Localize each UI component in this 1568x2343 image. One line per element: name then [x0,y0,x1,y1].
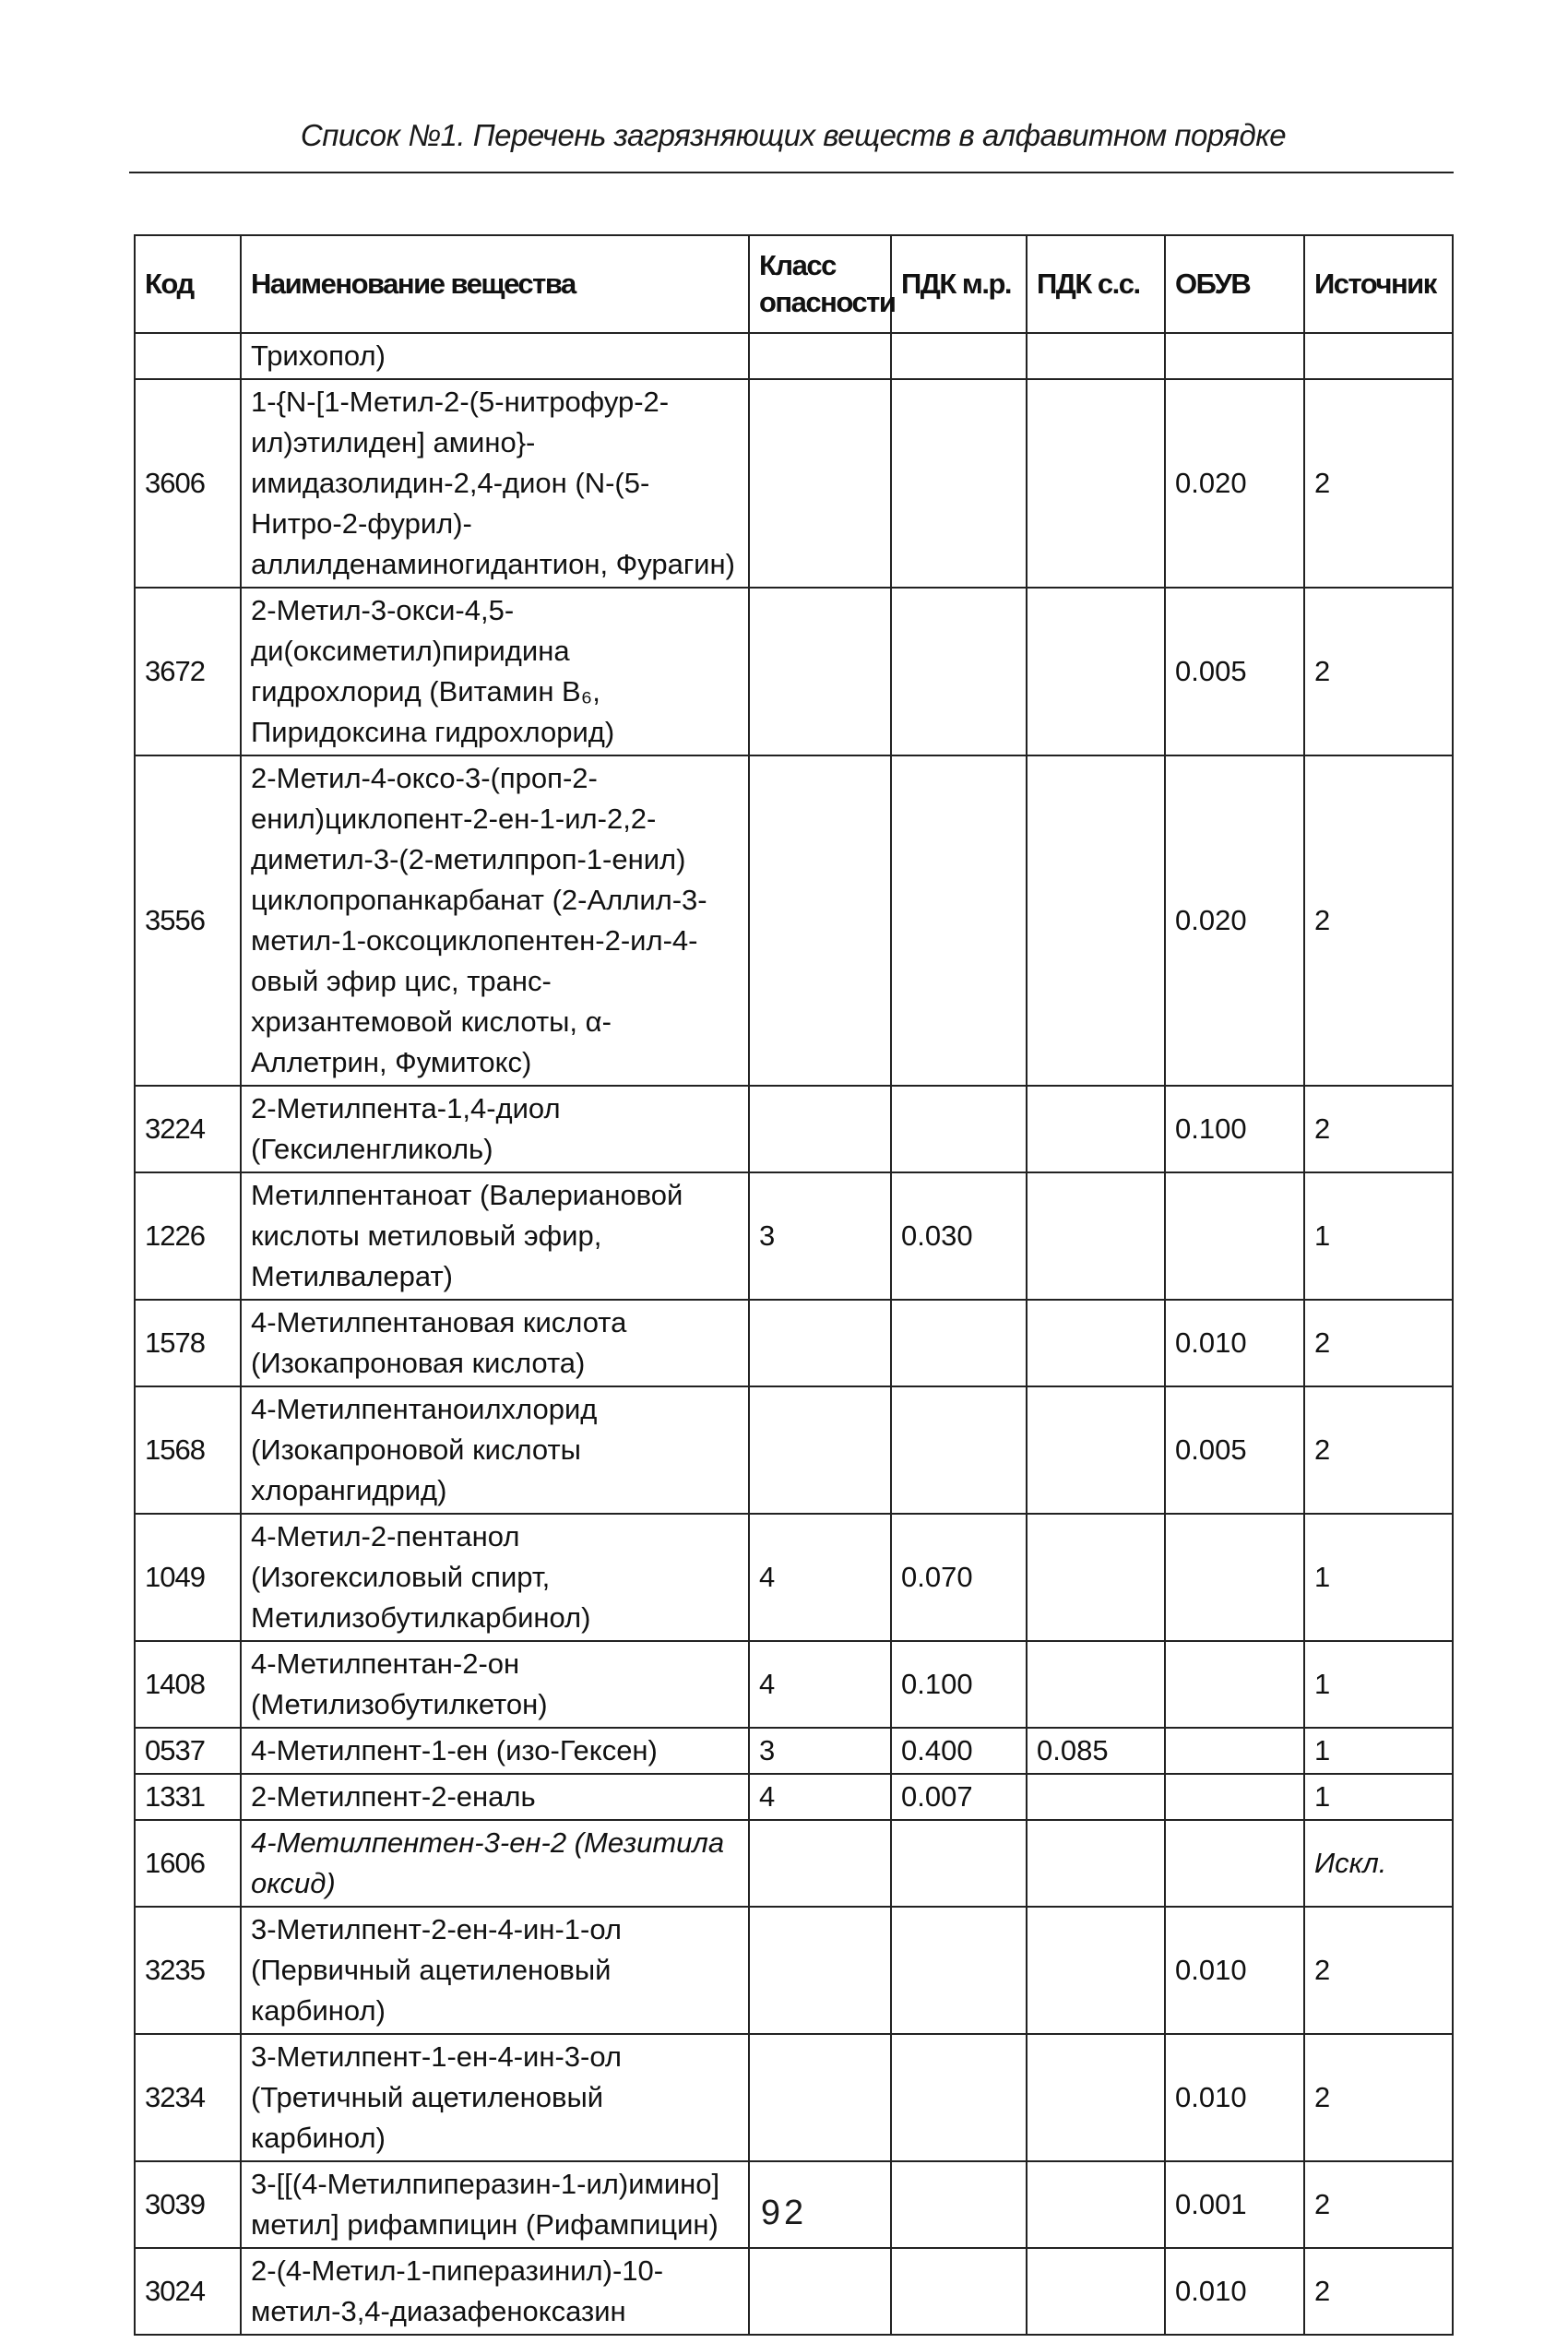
cell-source [1304,333,1453,379]
cell-pdk-mr [891,588,1027,755]
cell-code: 3606 [135,379,241,588]
cell-pdk-ss [1027,1086,1165,1172]
cell-pdk-ss [1027,1907,1165,2034]
cell-source: 1 [1304,1728,1453,1774]
table-body [135,333,1453,2335]
cell-obuv: 0.005 [1165,1386,1304,1514]
cell-code [135,333,241,379]
substances-table [134,234,1454,2336]
cell-pdk-ss [1027,333,1165,379]
cell-code: 3234 [135,2034,241,2161]
cell-hazard-class: 4 [749,1641,891,1728]
cell-code: 1331 [135,1774,241,1820]
cell-code: 3556 [135,755,241,1086]
table-row-excluded [135,1820,1453,1907]
cell-obuv: 0.005 [1165,588,1304,755]
table-row [135,2034,1453,2161]
cell-pdk-mr [891,1386,1027,1514]
cell-code: 3235 [135,1907,241,2034]
cell-obuv: 0.010 [1165,1300,1304,1386]
table-row [135,755,1453,1086]
cell-name: 2-Метил-4-оксо-3-(проп-2-енил)циклопент-2-ен-1-ил-2,2-диметил-3-(2-метилпроп-1-енил) циклопропанкарбанат (2-Аллил-3-метил-1-оксоциклопентен-2-ил-4-овый эфир цис, транс-хризантемовой кислоты, α-Аллетрин, Фумитокс) [241,755,749,1086]
cell-pdk-ss [1027,2034,1165,2161]
cell-name: 4-Метилпентан-2-он (Метилизобутилкетон) [241,1641,749,1728]
cell-name: 4-Метилпент-1-ен (изо-Гексен) [241,1728,749,1774]
cell-name: 3-[[(4-Метилпиперазин-1-ил)имино] метил] рифампицин (Рифампицин) [241,2161,749,2248]
table-row [135,1086,1453,1172]
table-row [135,1300,1453,1386]
cell-hazard-class: 4 [749,1774,891,1820]
cell-pdk-mr [891,333,1027,379]
cell-code: 1226 [135,1172,241,1300]
cell-name: 4-Метилпентен-3-ен-2 (Мезитила оксид) [241,1820,749,1907]
cell-pdk-ss [1027,2248,1165,2335]
cell-name: Трихопол) [241,333,749,379]
cell-source: 1 [1304,1641,1453,1728]
cell-pdk-ss [1027,379,1165,588]
cell-pdk-mr: 0.070 [891,1514,1027,1641]
table-row [135,1514,1453,1641]
cell-name: 2-Метилпента-1,4-диол (Гексиленгликоль) [241,1086,749,1172]
cell-name: 2-Метилпент-2-еналь [241,1774,749,1820]
cell-obuv: 0.010 [1165,2034,1304,2161]
cell-code: 3024 [135,2248,241,2335]
cell-source: 2 [1304,2161,1453,2248]
col-header-hazard-class: Класс опасности [749,235,891,333]
cell-source: 2 [1304,1907,1453,2034]
cell-name: 2-(4-Метил-1-пиперазинил)-10-метил-3,4-диазафеноксазин [241,2248,749,2335]
cell-source: 2 [1304,1386,1453,1514]
cell-code: 1578 [135,1300,241,1386]
cell-name: 4-Метилпентаноилхлорид (Изокапроновой кислоты хлорангидрид) [241,1386,749,1514]
cell-hazard-class [749,2034,891,2161]
cell-hazard-class [749,1086,891,1172]
cell-pdk-ss [1027,1774,1165,1820]
cell-hazard-class: 3 [749,1728,891,1774]
cell-pdk-mr [891,1820,1027,1907]
table-row [135,1728,1453,1774]
col-header-source: Источник [1304,235,1453,333]
cell-code: 3224 [135,1086,241,1172]
cell-hazard-class [749,1386,891,1514]
cell-pdk-ss [1027,1386,1165,1514]
cell-obuv [1165,1728,1304,1774]
cell-obuv: 0.010 [1165,2248,1304,2335]
cell-hazard-class [749,2248,891,2335]
cell-obuv [1165,1172,1304,1300]
table-row [135,2248,1453,2335]
cell-source: Искл. [1304,1820,1453,1907]
cell-source: 2 [1304,2034,1453,2161]
table-row [135,588,1453,755]
cell-hazard-class [749,588,891,755]
cell-source: 2 [1304,379,1453,588]
cell-pdk-mr [891,2248,1027,2335]
table-header-row [135,235,1453,333]
page-header: Список №1. Перечень загрязняющих веществ в алфавитном порядке [300,118,1287,152]
cell-source: 2 [1304,588,1453,755]
cell-pdk-mr [891,1907,1027,2034]
cell-code: 0537 [135,1728,241,1774]
cell-name: 2-Метил-3-окси-4,5-ди(оксиметил)пиридина гидрохлорид (Витамин B₆, Пиридоксина гидрохлорид) [241,588,749,755]
cell-hazard-class [749,379,891,588]
cell-source: 1 [1304,1514,1453,1641]
cell-hazard-class: 3 [749,1172,891,1300]
cell-pdk-ss: 0.085 [1027,1728,1165,1774]
cell-source: 2 [1304,1086,1453,1172]
col-header-name: Наименование вещества [241,235,749,333]
cell-obuv: 0.001 [1165,2161,1304,2248]
cell-hazard-class [749,1300,891,1386]
table-row [135,1172,1453,1300]
table-row [135,1907,1453,2034]
cell-code: 1408 [135,1641,241,1728]
cell-hazard-class [749,755,891,1086]
cell-pdk-mr [891,755,1027,1086]
cell-hazard-class [749,333,891,379]
cell-source: 1 [1304,1774,1453,1820]
cell-hazard-class [749,1907,891,2034]
cell-pdk-mr [891,1086,1027,1172]
cell-pdk-mr: 0.100 [891,1641,1027,1728]
cell-source: 1 [1304,1172,1453,1300]
table-row [135,379,1453,588]
cell-pdk-mr [891,2034,1027,2161]
cell-source: 2 [1304,1300,1453,1386]
col-header-code: Код [135,235,241,333]
cell-obuv [1165,1641,1304,1728]
cell-code: 3672 [135,588,241,755]
cell-name: 4-Метил-2-пентанол (Изогексиловый спирт, Метилизобутилкарбинол) [241,1514,749,1641]
cell-hazard-class [749,1820,891,1907]
cell-pdk-ss [1027,755,1165,1086]
cell-code: 1049 [135,1514,241,1641]
cell-source: 2 [1304,755,1453,1086]
cell-name: 1-{N-[1-Метил-2-(5-нитрофур-2-ил)этилиден] амино}-имидазолидин-2,4-дион (N-(5-Нитро-2-фурил)-аллилденаминогидантион, Фурагин) [241,379,749,588]
cell-name: 3-Метилпент-2-ен-4-ин-1-ол (Первичный ацетиленовый карбинол) [241,1907,749,2034]
cell-pdk-mr: 0.030 [891,1172,1027,1300]
cell-name: 4-Метилпентановая кислота (Изокапроновая кислота) [241,1300,749,1386]
cell-pdk-mr [891,379,1027,588]
cell-pdk-ss [1027,588,1165,755]
cell-hazard-class: 4 [749,1514,891,1641]
cell-pdk-ss [1027,1300,1165,1386]
table-row [135,1641,1453,1728]
page-number: 92 [760,2194,808,2232]
table-row [135,333,1453,379]
cell-name: 3-Метилпент-1-ен-4-ин-3-ол (Третичный ацетиленовый карбинол) [241,2034,749,2161]
col-header-pdk-ss: ПДК с.с. [1027,235,1165,333]
cell-obuv [1165,1820,1304,1907]
cell-pdk-ss [1027,1820,1165,1907]
cell-pdk-mr: 0.007 [891,1774,1027,1820]
cell-obuv: 0.010 [1165,1907,1304,2034]
cell-name: Метилпентаноат (Валериановой кислоты метиловый эфир, Метилвалерат) [241,1172,749,1300]
cell-pdk-ss [1027,1514,1165,1641]
table-row [135,1774,1453,1820]
cell-pdk-ss [1027,1172,1165,1300]
cell-code: 1606 [135,1820,241,1907]
cell-obuv: 0.100 [1165,1086,1304,1172]
cell-pdk-mr [891,1300,1027,1386]
cell-obuv: 0.020 [1165,755,1304,1086]
cell-pdk-ss [1027,1641,1165,1728]
table-row [135,1386,1453,1514]
cell-obuv [1165,333,1304,379]
col-header-pdk-mr: ПДК м.р. [891,235,1027,333]
cell-source: 2 [1304,2248,1453,2335]
cell-code: 1568 [135,1386,241,1514]
cell-obuv [1165,1514,1304,1641]
header-rule [129,172,1454,173]
cell-pdk-mr: 0.400 [891,1728,1027,1774]
cell-obuv [1165,1774,1304,1820]
col-header-obuv: ОБУВ [1165,235,1304,333]
cell-code: 3039 [135,2161,241,2248]
cell-obuv: 0.020 [1165,379,1304,588]
